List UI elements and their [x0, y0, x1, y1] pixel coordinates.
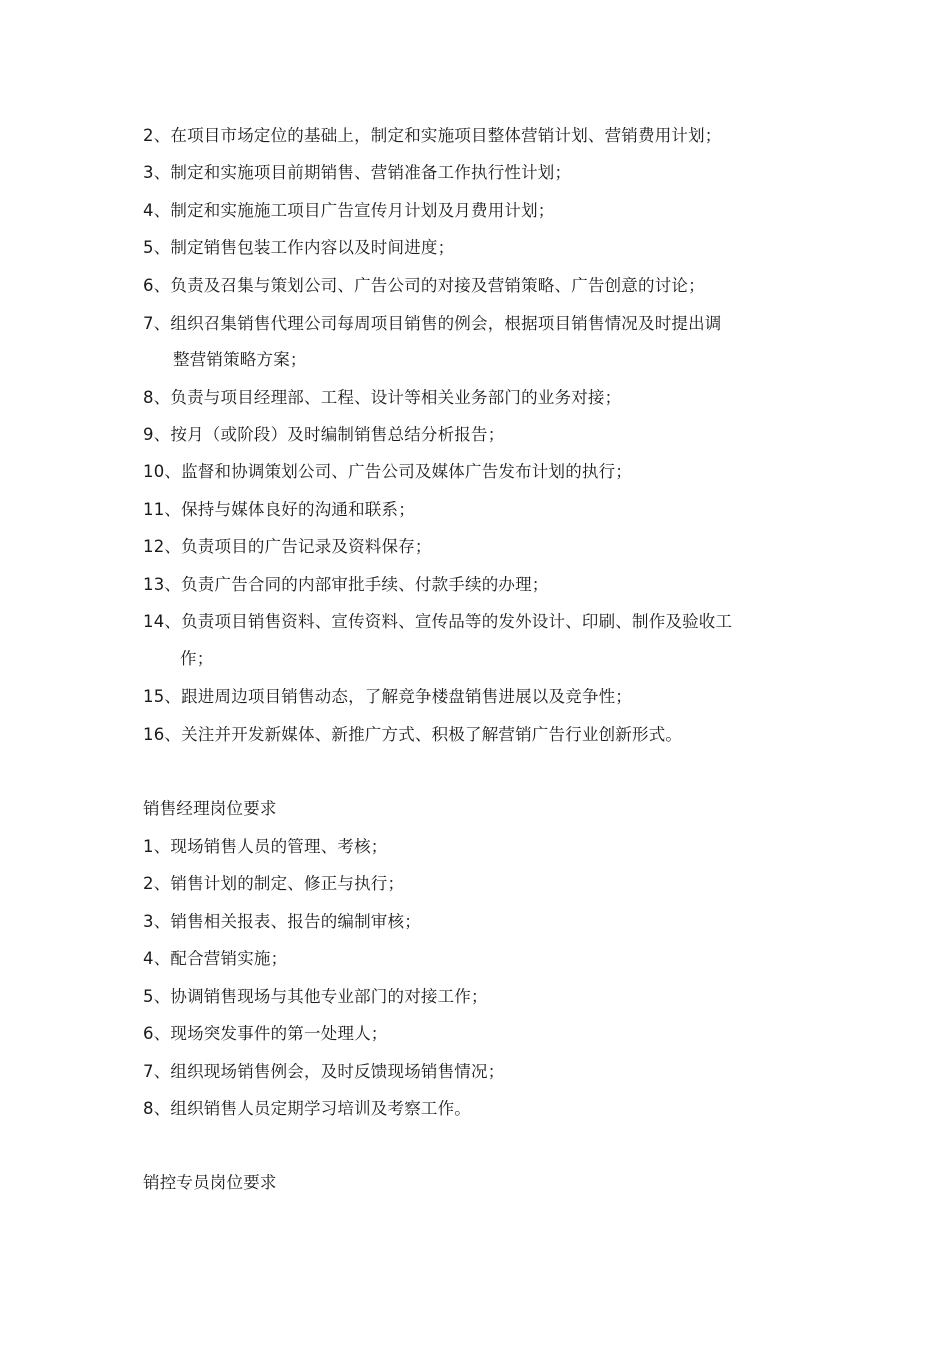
duty-item-5: 5、制定销售包装工作内容以及时间进度；: [143, 238, 455, 257]
manager-item-6: 6、现场突发事件的第一处理人；: [143, 1024, 388, 1043]
duty-item-14: 14、负责项目销售资料、宣传资料、宣传品等的发外设计、印刷、制作及验收工: [143, 612, 733, 631]
section-heading-sales-manager: 销售经理岗位要求: [143, 799, 277, 818]
duty-item-16: 16、关注并开发新媒体、新推广方式、积极了解营销广告行业创新形式。: [143, 725, 683, 744]
duty-item-13: 13、负责广告合同的内部审批手续、付款手续的办理；: [143, 575, 549, 594]
duty-item-15: 15、跟进周边项目销售动态，了解竞争楼盘销售进展以及竞争性；: [143, 687, 632, 706]
section-heading-sales-control: 销控专员岗位要求: [143, 1173, 277, 1192]
manager-item-1: 1、现场销售人员的管理、考核；: [143, 837, 388, 856]
duty-item-11: 11、保持与媒体良好的沟通和联系；: [143, 500, 415, 519]
manager-item-5: 5、协调销售现场与其他专业部门的对接工作；: [143, 987, 488, 1006]
duty-item-8: 8、负责与项目经理部、工程、设计等相关业务部门的业务对接；: [143, 388, 622, 407]
duty-item-12: 12、负责项目的广告记录及资料保存；: [143, 537, 432, 556]
duty-item-2: 2、在项目市场定位的基础上，制定和实施项目整体营销计划、营销费用计划；: [143, 126, 722, 145]
duty-item-7-continued: 整营销策略方案；: [173, 350, 307, 369]
duty-item-6: 6、负责及召集与策划公司、广告公司的对接及营销策略、广告创意的讨论；: [143, 276, 705, 295]
manager-item-8: 8、组织销售人员定期学习培训及考察工作。: [143, 1099, 471, 1118]
duty-item-4: 4、制定和实施施工项目广告宣传月计划及月费用计划；: [143, 201, 555, 220]
duty-item-14-continued: 作；: [180, 649, 214, 668]
manager-item-3: 3、销售相关报表、报告的编制审核；: [143, 912, 421, 931]
manager-item-7: 7、组织现场销售例会，及时反馈现场销售情况；: [143, 1062, 505, 1081]
duty-item-10: 10、监督和协调策划公司、广告公司及媒体广告发布计划的执行；: [143, 462, 632, 481]
manager-item-2: 2、销售计划的制定、修正与执行；: [143, 874, 405, 893]
duty-item-9: 9、按月（或阶段）及时编制销售总结分析报告；: [143, 425, 505, 444]
duty-item-3: 3、制定和实施项目前期销售、营销准备工作执行性计划；: [143, 163, 572, 182]
manager-item-4: 4、配合营销实施；: [143, 949, 288, 968]
duty-item-7: 7、组织召集销售代理公司每周项目销售的例会，根据项目销售情况及时提出调: [143, 314, 722, 333]
